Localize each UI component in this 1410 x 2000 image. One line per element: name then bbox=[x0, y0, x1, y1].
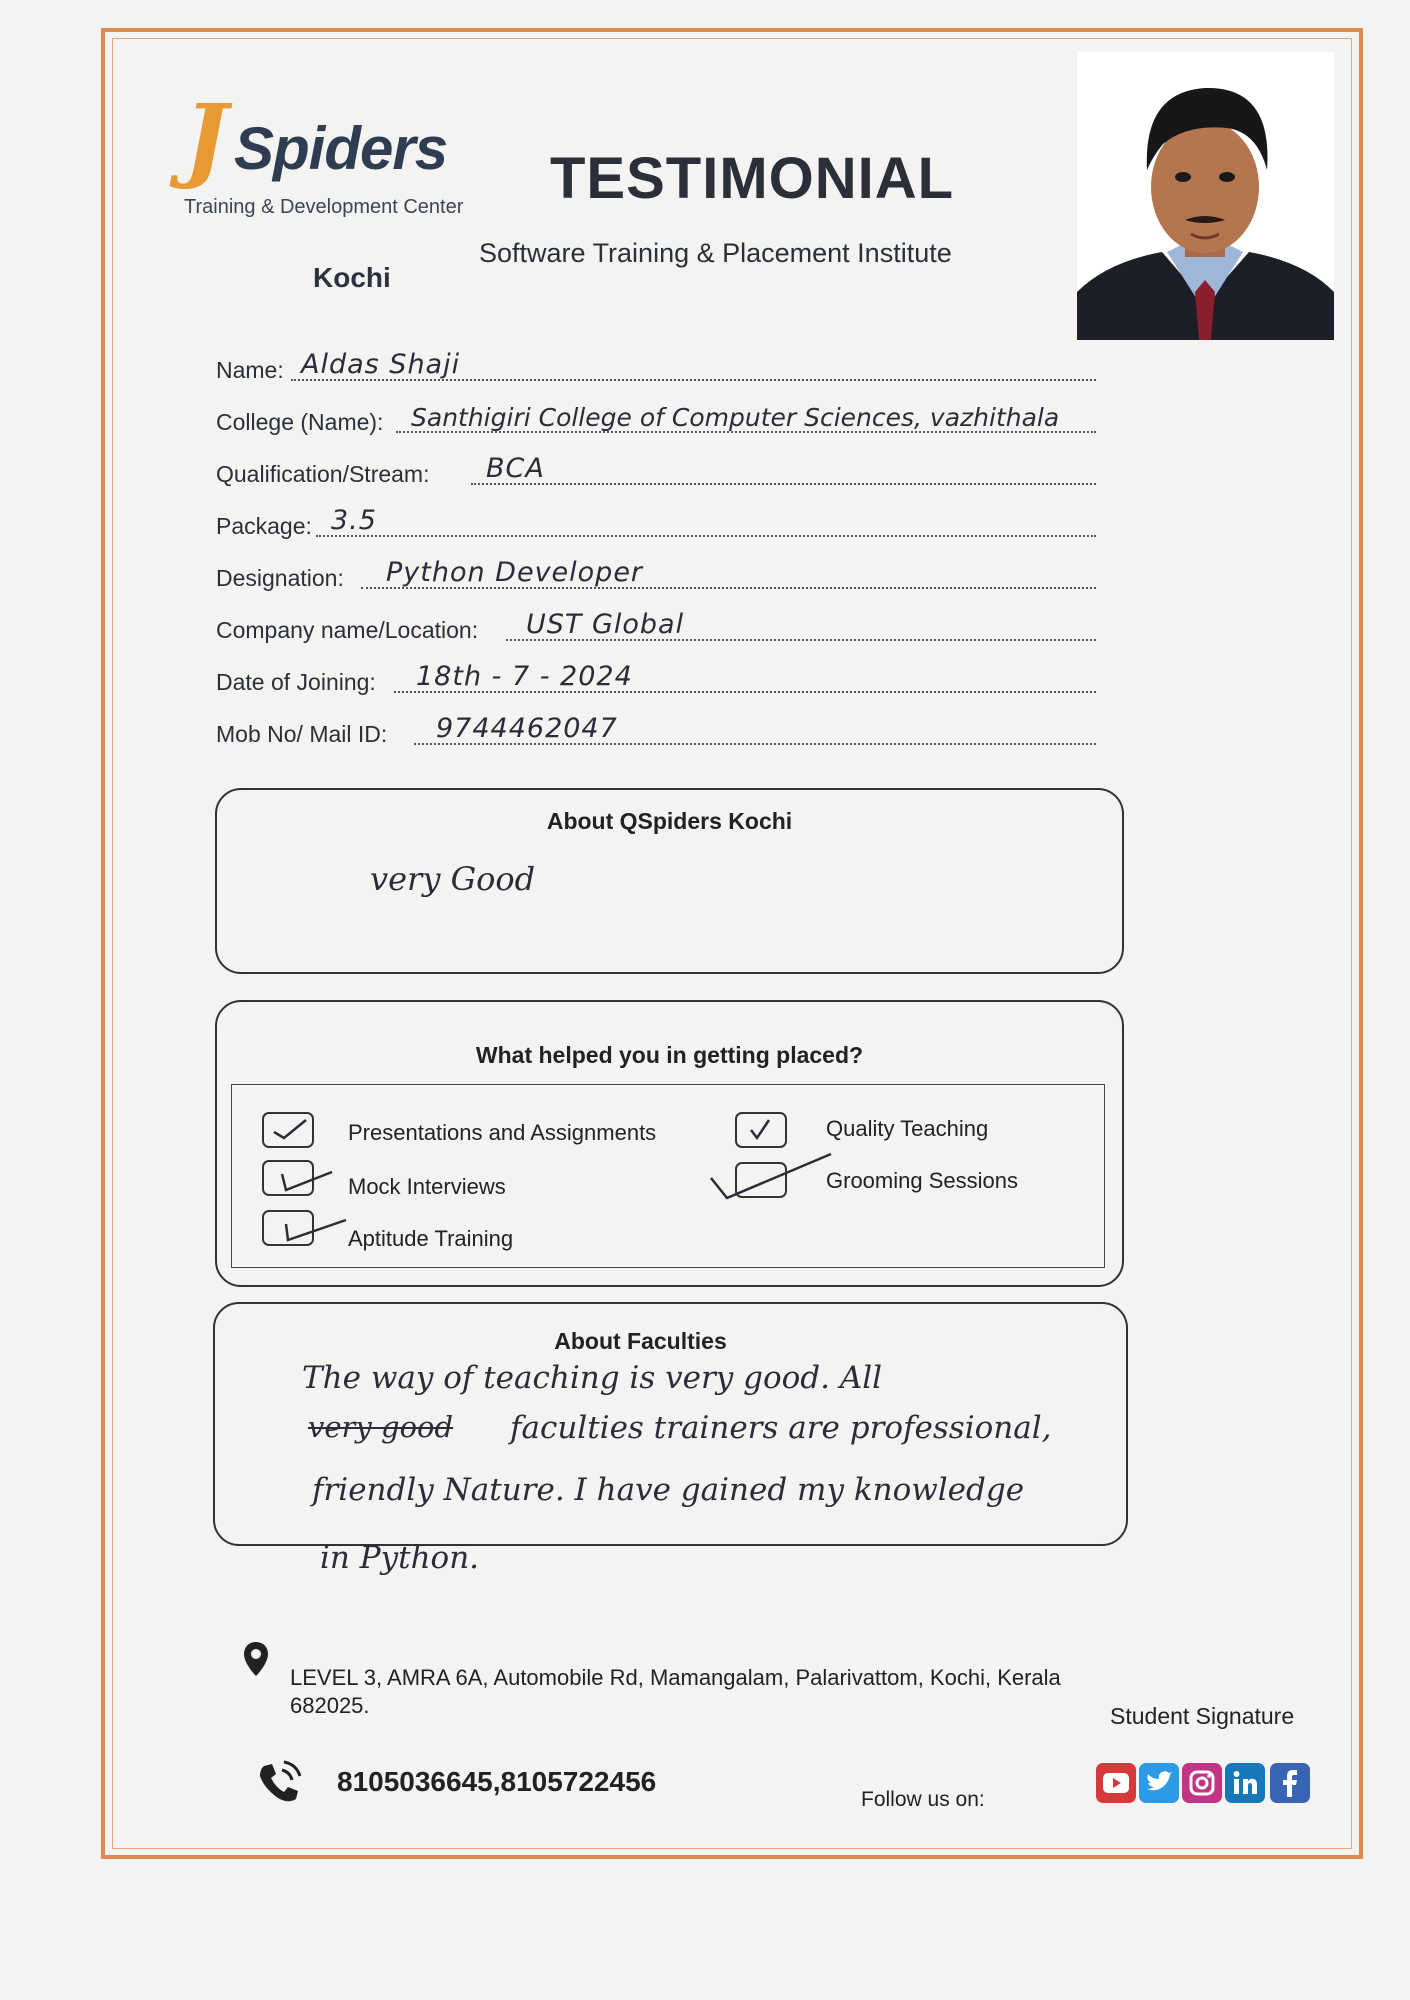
field-joining-date[interactable] bbox=[216, 662, 1096, 698]
checkbox-presentations[interactable] bbox=[262, 1112, 314, 1148]
about-faculties-title: About Faculties bbox=[554, 1328, 727, 1354]
option-presentations: Presentations and Assignments bbox=[348, 1120, 657, 1145]
faculties-line-1[interactable]: The way of teaching is very good. All bbox=[302, 1360, 883, 1396]
field-joining-date-label: Date of Joining: bbox=[216, 669, 376, 695]
about-qspiders-response[interactable]: very Good bbox=[370, 860, 536, 898]
instagram-icon[interactable] bbox=[1182, 1763, 1222, 1803]
footer-address: LEVEL 3, AMRA 6A, Automobile Rd, Mamangalam, Palarivattom, Kochi, Kerala 682025. bbox=[290, 1665, 1061, 1718]
checkbox-mock-interviews[interactable] bbox=[262, 1160, 314, 1196]
linkedin-icon[interactable] bbox=[1225, 1763, 1265, 1803]
field-package-label: Package: bbox=[216, 513, 312, 539]
field-package[interactable] bbox=[216, 506, 1096, 542]
logo-letter: J bbox=[184, 84, 228, 192]
field-qualification-label: Qualification/Stream: bbox=[216, 461, 430, 487]
field-contact-value: 9744462047 bbox=[436, 713, 618, 744]
field-company-value: UST Global bbox=[526, 609, 685, 640]
option-quality-teaching: Quality Teaching bbox=[826, 1116, 989, 1141]
field-contact-label: Mob No/ Mail ID: bbox=[216, 721, 388, 747]
field-designation[interactable] bbox=[216, 558, 1096, 594]
faculties-line-4: friendly Nature. I have gained my knowledge bbox=[312, 1472, 1025, 1508]
twitter-icon[interactable] bbox=[1139, 1763, 1179, 1803]
checkbox-quality-teaching[interactable] bbox=[735, 1112, 787, 1148]
placement-help-title: What helped you in getting placed? bbox=[475, 1042, 864, 1068]
field-college-value: Santhigiri College of Computer Sciences, vazhithala bbox=[411, 403, 1060, 432]
field-company[interactable] bbox=[216, 610, 1096, 646]
branch-city: Kochi bbox=[313, 262, 391, 293]
field-joining-date-value: 18th - 7 - 2024 bbox=[416, 661, 633, 692]
field-name[interactable] bbox=[216, 350, 1096, 386]
option-mock-interviews: Mock Interviews bbox=[348, 1174, 506, 1199]
field-name-value: Aldas Shaji bbox=[301, 349, 461, 380]
field-designation-value: Python Developer bbox=[386, 557, 644, 588]
student-signature-label: Student Signature bbox=[1110, 1703, 1295, 1729]
page-title: TESTIMONIAL bbox=[550, 146, 955, 211]
option-grooming: Grooming Sessions bbox=[826, 1168, 1018, 1193]
logo-tagline: Training & Development Center bbox=[184, 196, 464, 218]
checkbox-grooming[interactable] bbox=[735, 1162, 787, 1198]
field-contact[interactable] bbox=[216, 714, 1096, 750]
field-name-label: Name: bbox=[216, 357, 284, 383]
about-qspiders-box bbox=[215, 788, 1124, 974]
faculties-line-3: faculties trainers are professional, bbox=[510, 1410, 1052, 1446]
faculties-line-2-struck: very good bbox=[308, 1410, 454, 1444]
field-college[interactable] bbox=[216, 402, 1096, 438]
field-company-label: Company name/Location: bbox=[216, 617, 479, 643]
facebook-icon[interactable] bbox=[1270, 1763, 1310, 1803]
logo-word: Spiders bbox=[234, 115, 448, 182]
field-qualification[interactable] bbox=[216, 454, 1096, 490]
about-qspiders-title: About QSpiders Kochi bbox=[546, 808, 793, 834]
page-subtitle: Software Training & Placement Institute bbox=[479, 238, 952, 268]
follow-us-label: Follow us on: bbox=[861, 1788, 985, 1811]
checkbox-aptitude[interactable] bbox=[262, 1210, 314, 1246]
field-qualification-value: BCA bbox=[486, 453, 545, 484]
footer-phone[interactable]: 8105036645,8105722456 bbox=[337, 1766, 657, 1797]
youtube-icon[interactable] bbox=[1096, 1763, 1136, 1803]
faculties-line-5: in Python. bbox=[320, 1540, 480, 1576]
field-college-label: College (Name): bbox=[216, 409, 384, 435]
phone-icon bbox=[254, 1758, 304, 1806]
field-package-value: 3.5 bbox=[331, 505, 377, 536]
student-photo bbox=[1077, 52, 1334, 340]
option-aptitude: Aptitude Training bbox=[348, 1226, 514, 1251]
field-designation-label: Designation: bbox=[216, 565, 344, 591]
